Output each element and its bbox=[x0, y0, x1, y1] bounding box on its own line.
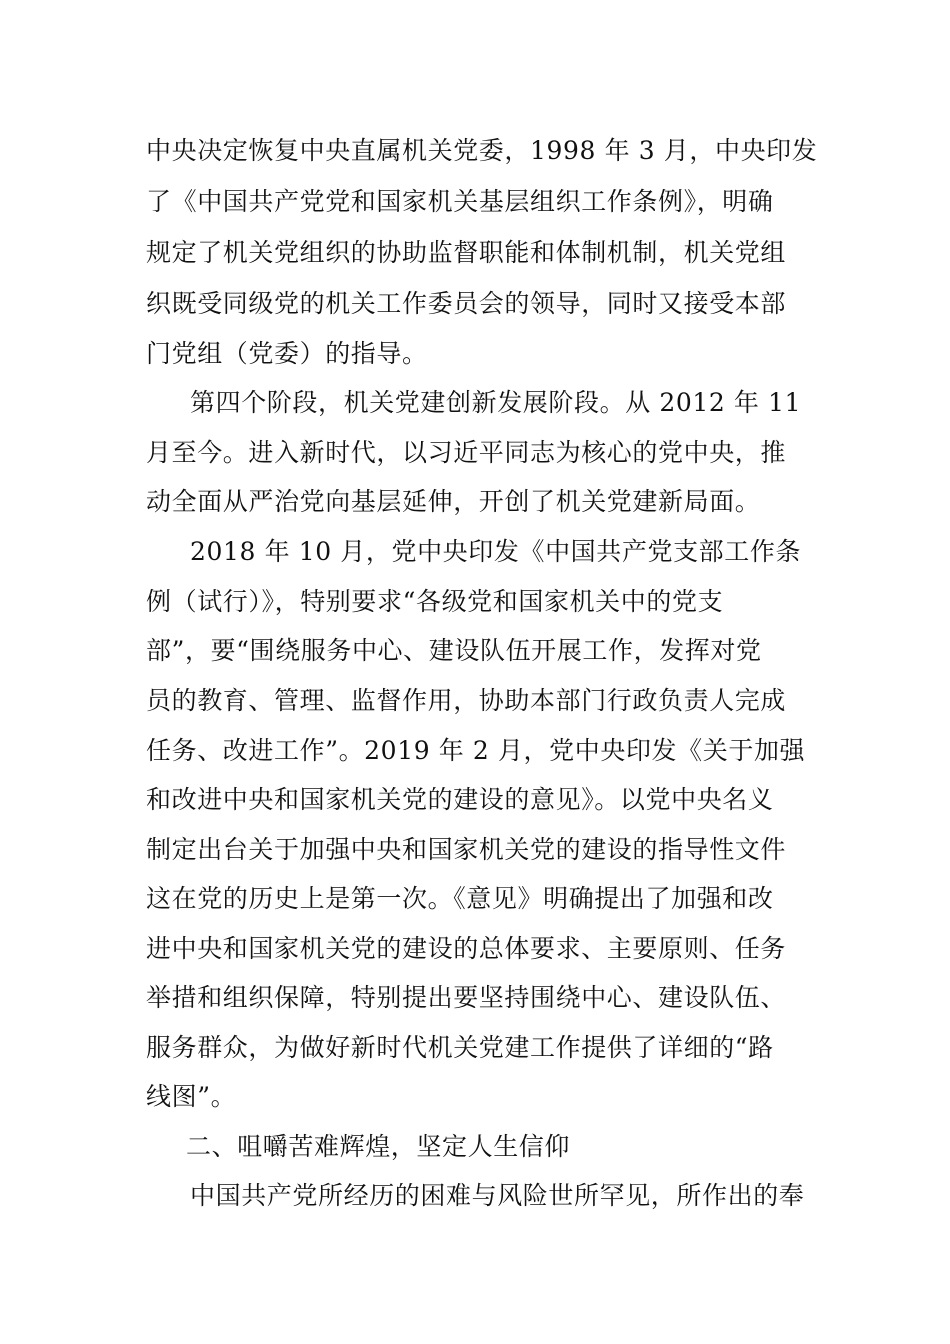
text-line: 部”，要“围绕服务中心、建设队伍开展工作，发挥对党 bbox=[146, 636, 762, 665]
text-line: 线图”。 bbox=[146, 1082, 237, 1111]
text-line: 规定了机关党组织的协助监督职能和体制机制，机关党组 bbox=[146, 238, 787, 267]
text-line: 服务群众，为做好新时代机关党建工作提供了详细的“路 bbox=[146, 1033, 774, 1062]
paragraph-first-line: 中国共产党所经历的困难与风险世所罕见，所作出的奉 bbox=[190, 1181, 805, 1210]
text-line: 门党组（党委）的指导。 bbox=[146, 339, 428, 368]
text-line: 月至今。进入新时代，以习近平同志为核心的党中央，推 bbox=[146, 438, 787, 467]
text-line: 制定出台关于加强中央和国家机关党的建设的指导性文件 bbox=[146, 835, 787, 864]
text-line: 任务、改进工作”。2019 年 2 月，党中央印发《关于加强 bbox=[146, 736, 806, 765]
text-line: 进中央和国家机关党的建设的总体要求、主要原则、任务 bbox=[146, 934, 787, 963]
text-line: 例（试行）》，特别要求“各级党和国家机关中的党支 bbox=[146, 587, 724, 616]
text-line: 员的教育、管理、监督作用，协助本部门行政负责人完成 bbox=[146, 686, 787, 715]
text-line: 动全面从严治党向基层延伸，开创了机关党建新局面。 bbox=[146, 487, 761, 516]
text-line: 和改进中央和国家机关党的建设的意见》。以党中央名义 bbox=[146, 785, 774, 814]
text-line: 中央决定恢复中央直属机关党委，1998 年 3 月，中央印发 bbox=[146, 136, 818, 165]
text-line: 这在党的历史上是第一次。《意见》明确提出了加强和改 bbox=[146, 884, 774, 913]
section-heading: 二、咀嚼苦难辉煌，坚定人生信仰 bbox=[186, 1132, 571, 1161]
text-line: 织既受同级党的机关工作委员会的领导，同时又接受本部 bbox=[146, 289, 787, 318]
text-line: 了《中国共产党党和国家机关基层组织工作条例》，明确 bbox=[146, 187, 774, 216]
paragraph-first-line: 2018 年 10 月，党中央印发《中国共产党支部工作条 bbox=[190, 537, 802, 566]
paragraph-first-line: 第四个阶段，机关党建创新发展阶段。从 2012 年 11 bbox=[190, 388, 802, 417]
text-line: 举措和组织保障，特别提出要坚持围绕中心、建设队伍、 bbox=[146, 983, 787, 1012]
